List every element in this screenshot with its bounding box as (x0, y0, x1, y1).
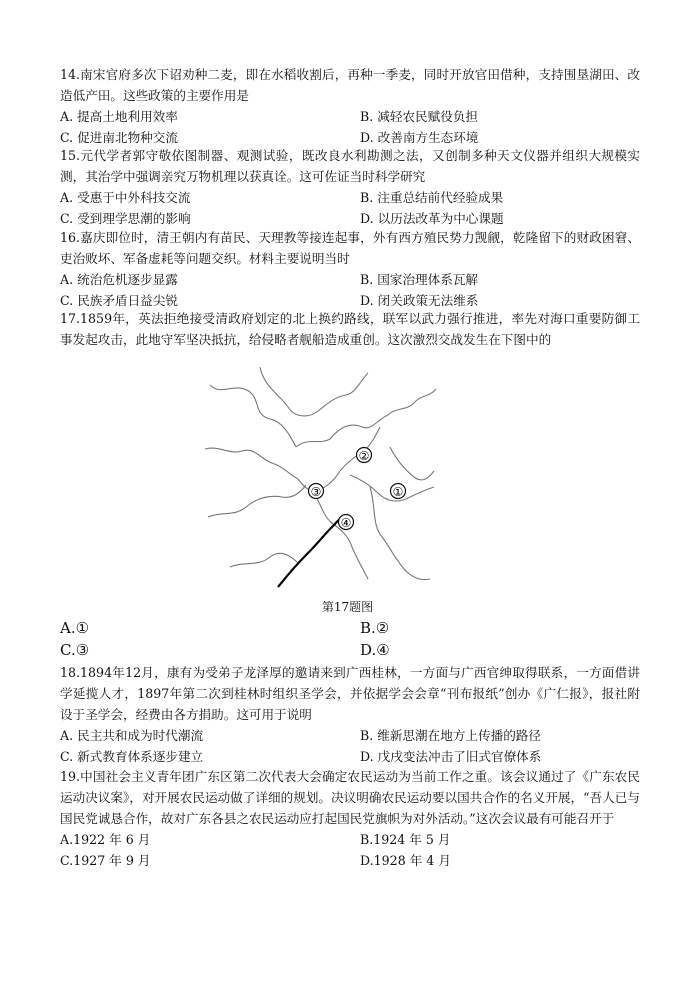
map-borders (205, 367, 436, 580)
question-17-options (60, 617, 640, 661)
option-d[interactable]: D. 闭关政策无法维系 (360, 293, 479, 308)
option-a[interactable]: A. 受惠于中外科技交流 (60, 190, 191, 205)
options (60, 269, 640, 311)
option-a[interactable]: A.1922 年 6 月 (60, 832, 151, 847)
map-label-3: ③ (310, 485, 322, 499)
option-a[interactable]: A. 提高土地利用效率 (60, 109, 178, 124)
question-stem: 18.1894年12月，康有为受弟子龙泽厚的邀请来到广西桂林，一方面与广西官绅取得联系，一方面借讲学延揽人才，1897年第二次到桂林时组织圣学会，并依据学会会章“刊布报纸”创办《广仁报》，报社附设于圣学会，经费由各方捐助。这可用于说明 (60, 665, 640, 722)
option-b[interactable]: B. 注重总结前代经验成果 (360, 190, 504, 205)
options (60, 187, 640, 229)
map-marker-4[interactable] (339, 515, 354, 531)
options (60, 617, 640, 661)
option-c[interactable]: C.③ (60, 641, 90, 659)
option-c[interactable]: C. 民族矛盾日益尖锐 (60, 293, 178, 308)
question-stem: 17.1859年，英法拒绝接受清政府划定的北上换约路线，联军以武力强行推进，率先对海口重要防御工事发起攻击，此地守军坚决抵抗，给侵略者舰船造成重创。这次激烈交战发生在下图中的 (60, 311, 640, 347)
options (60, 829, 640, 871)
question-18 (60, 662, 640, 767)
question-17 (60, 308, 640, 350)
question-16 (60, 227, 640, 311)
options (60, 106, 640, 148)
map-caption: 第17题图 (321, 600, 374, 614)
map-marker-1[interactable] (391, 484, 406, 500)
option-d[interactable]: D. 改善南方生态环境 (360, 130, 479, 145)
question-14 (60, 64, 640, 148)
map-label-2: ② (358, 449, 370, 463)
question-stem: 15.元代学者郭守敬依图制器、观测试验，既改良水利勘测之法，又创制多种天文仪器并组织大规模实测，其治学中强调亲究万物机理以获真诠。这可佐证当时科学研究 (60, 148, 640, 184)
question-stem: 16.嘉庆即位时，清王朝内有苗民、天理教等接连起事，外有西方殖民势力觊觎，乾隆留下的财政困窘、吏治败坏、军备虚耗等问题交织。材料主要说明当时 (60, 230, 640, 266)
option-b[interactable]: B.② (360, 619, 390, 637)
option-b[interactable]: B.1924 年 5 月 (360, 832, 451, 847)
option-d[interactable]: D. 以历法改革为中心课题 (360, 211, 504, 226)
question-19 (60, 766, 640, 871)
option-d[interactable]: D.1928 年 4 月 (360, 853, 451, 868)
map-label-4: ④ (340, 516, 352, 530)
option-c[interactable]: C. 促进南北物种交流 (60, 130, 178, 145)
option-d[interactable]: D.④ (360, 641, 390, 659)
option-a[interactable]: A. 民主共和成为时代潮流 (60, 728, 204, 743)
map-marker-2[interactable] (357, 448, 372, 464)
question-stem: 19.中国社会主义青年团广东区第二次代表大会确定农民运动为当前工作之重。该会议通过了《广东农民运动决议案》，对开展农民运动做了详细的规划。决议明确农民运动要以国共合作的名义开展，“吾人已与国民党诚恳合作，故对广东各县之农民运动应打起国民党旗帜为对外活动。”这次会议最有可能召开于 (60, 769, 640, 826)
option-b[interactable]: B. 减轻农民赋役负担 (360, 109, 479, 124)
option-c[interactable]: C. 新式教育体系逐步建立 (60, 749, 204, 764)
option-c[interactable]: C.1927 年 9 月 (60, 853, 151, 868)
option-a[interactable]: A. 统治危机逐步显露 (60, 272, 178, 287)
question-stem: 14.南宋官府多次下诏劝种二麦，即在水稻收割后，再种一季麦，同时开放官田借种，支持围垦湖田、改造低产田。这些政策的主要作用是 (60, 67, 640, 103)
map-label-1: ① (392, 485, 404, 499)
option-a[interactable]: A.① (60, 619, 90, 637)
option-b[interactable]: B. 国家治理体系瓦解 (360, 272, 479, 287)
map-marker-3[interactable] (309, 484, 324, 500)
river-line (278, 518, 344, 587)
option-c[interactable]: C. 受到理学思潮的影响 (60, 211, 191, 226)
question-15 (60, 145, 640, 229)
options (60, 725, 640, 767)
option-d[interactable]: D. 戊戌变法冲击了旧式官僚体系 (360, 749, 542, 764)
option-b[interactable]: B. 维新思潮在地方上传播的路径 (360, 728, 541, 743)
question-17-map (200, 367, 437, 589)
